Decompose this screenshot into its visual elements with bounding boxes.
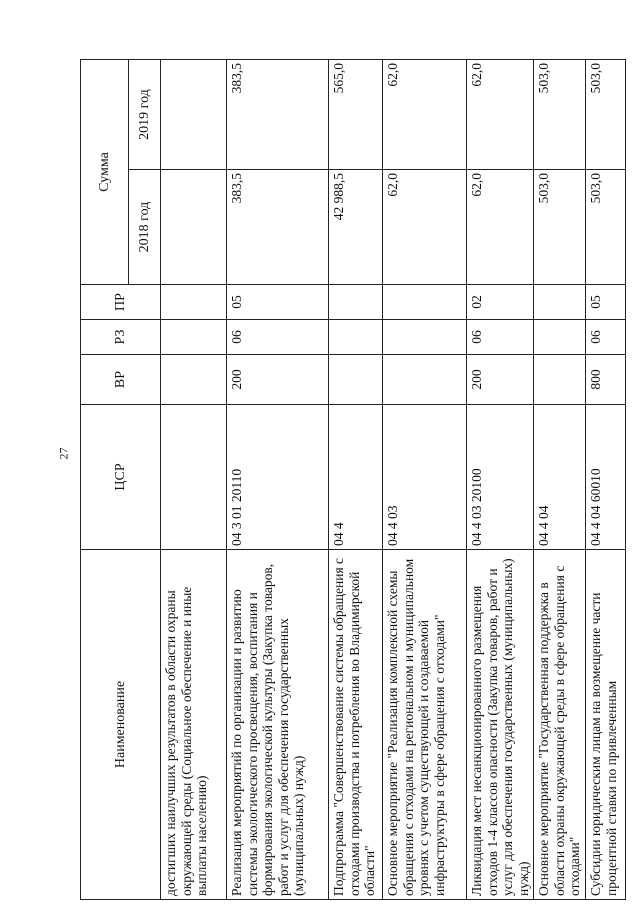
row-vr xyxy=(161,355,227,405)
row-pr: 05 xyxy=(586,285,626,320)
row-csr: 04 4 xyxy=(329,405,383,550)
table-row xyxy=(534,60,586,900)
header-rz: РЗ xyxy=(81,320,161,355)
table-row xyxy=(161,60,227,900)
row-csr: 04 4 03 xyxy=(383,405,467,550)
row-vr xyxy=(383,355,467,405)
header-2018: 2018 год xyxy=(129,170,161,285)
page-number: 27 xyxy=(56,447,71,459)
row-2019: 62,0 xyxy=(467,60,534,170)
table-row xyxy=(383,60,467,900)
row-csr: 04 4 03 20100 xyxy=(467,405,534,550)
row-2019: 503,0 xyxy=(586,60,626,170)
row-rz: 06 xyxy=(227,320,329,355)
row-name: Подпрограмма "Совершенствование системы обращения с отходами производства и потребления во Владимирской области" xyxy=(329,550,383,900)
row-2019: 62,0 xyxy=(383,60,467,170)
header-csr: ЦСР xyxy=(81,405,161,550)
header-pr: ПР xyxy=(81,285,161,320)
row-name: Основное мероприятие "Государственная поддержка в области охраны окружающей среды в сфере обращения с отходами" xyxy=(534,550,586,900)
row-pr xyxy=(534,285,586,320)
row-2018: 503,0 xyxy=(534,170,586,285)
row-name: Ликвидация мест несанкционированного размещения отходов 1-4 классов опасности (Закупка товаров, работ и услуг для обеспечения государственных (муниципальных) нужд) xyxy=(467,550,534,900)
row-pr xyxy=(383,285,467,320)
row-2019: 565,0 xyxy=(329,60,383,170)
row-pr: 02 xyxy=(467,285,534,320)
row-name: Реализация мероприятий по организации и развитию системы экологического просвещения, воспитания и формирования экологической культуры (Закупка товаров, работ и услуг для обеспечения государственных (муниципальных) нужд) xyxy=(227,550,329,900)
row-name: Основное мероприятие "Реализация комплексной схемы обращения с отходами на региональном и муниципальном уровнях с учетом существующей и создаваемой инфраструктуры в сфере обращения с отходами" xyxy=(383,550,467,900)
row-2018: 383,5 xyxy=(227,170,329,285)
header-row-top xyxy=(81,60,129,900)
table-row xyxy=(467,60,534,900)
row-rz: 06 xyxy=(586,320,626,355)
header-vr: ВР xyxy=(81,355,161,405)
row-rz: 06 xyxy=(467,320,534,355)
header-2019: 2019 год xyxy=(129,60,161,170)
row-vr: 800 xyxy=(586,355,626,405)
rotated-page xyxy=(80,60,619,900)
row-2018: 503,0 xyxy=(586,170,626,285)
row-2019: 503,0 xyxy=(534,60,586,170)
row-2018 xyxy=(161,170,227,285)
row-vr: 200 xyxy=(467,355,534,405)
row-2018: 62,0 xyxy=(467,170,534,285)
page-number-box xyxy=(56,443,72,463)
budget-table-container xyxy=(80,60,619,900)
row-pr: 05 xyxy=(227,285,329,320)
row-2018: 62,0 xyxy=(383,170,467,285)
row-2018: 42 988,5 xyxy=(329,170,383,285)
row-rz xyxy=(161,320,227,355)
row-name: достигших наилучших результатов в области охраны окружающей среды (Социальное обеспечение и иные выплаты населению) xyxy=(161,550,227,900)
row-rz xyxy=(329,320,383,355)
row-vr: 200 xyxy=(227,355,329,405)
row-2019 xyxy=(161,60,227,170)
row-csr: 04 3 01 20110 xyxy=(227,405,329,550)
row-rz xyxy=(534,320,586,355)
row-2019: 383,5 xyxy=(227,60,329,170)
row-csr xyxy=(161,405,227,550)
row-name: Субсидии юридическим лицам на возмещение части процентной ставки по привлеченным xyxy=(586,550,626,900)
table-row xyxy=(227,60,329,900)
table-row xyxy=(329,60,383,900)
table-row xyxy=(586,60,626,900)
row-rz xyxy=(383,320,467,355)
row-vr xyxy=(534,355,586,405)
header-sum: Сумма xyxy=(81,60,129,285)
budget-table xyxy=(80,59,626,900)
row-csr: 04 4 04 xyxy=(534,405,586,550)
header-name: Наименование xyxy=(81,550,161,900)
row-vr xyxy=(329,355,383,405)
row-pr xyxy=(329,285,383,320)
row-pr xyxy=(161,285,227,320)
row-csr: 04 4 04 60010 xyxy=(586,405,626,550)
